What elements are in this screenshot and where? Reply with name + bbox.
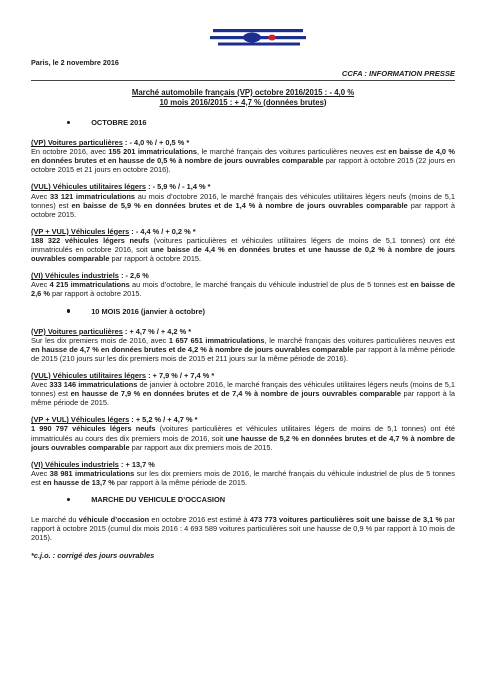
segment-stats: : + 7,9 % / + 7,4 % *	[146, 370, 215, 380]
segment-label: (VI) Véhicules industriels	[31, 459, 119, 469]
section-heading-text: 10 MOIS 2016 (janvier à octobre)	[91, 306, 205, 316]
stat-block	[31, 138, 455, 174]
segment-stats: : - 4,4 % / + 0,2 % *	[129, 226, 196, 236]
paragraph-run: au mois d’octobre 2016, le marché français des véhicules utilitaires légers neufs (moins de 5,1 tonnes) est	[31, 191, 455, 210]
paragraph-run: , le marché français des voitures particulières neuves est	[197, 147, 389, 157]
paragraph-run: (voitures particulières et véhicules utilitaires légers de moins de 5,1 tonnes) ont été immatriculés en octobre 2016, soit	[31, 235, 455, 255]
segment-label: (VP) Voitures particulières	[31, 138, 123, 148]
paragraph-run: au mois d’octobre, le marché français du véhicule industriel de plus de 5 tonnes est	[129, 280, 411, 290]
paragraph-run: , le marché français des voitures particulières neuves est	[264, 335, 455, 345]
title-line-1: Marché automobile français (VP) octobre 2016/2015 : - 4,0 %	[131, 88, 355, 97]
stat-lead	[31, 271, 455, 280]
stat-lead	[31, 182, 455, 191]
paragraph-run: par rapport à octobre 2015.	[109, 254, 202, 264]
segment-stats: : - 2,6 %	[118, 271, 149, 281]
paragraph-run: sur les dix premiers mois de 2016, le marché français du véhicule industriel de plus de 5 tonnes est	[31, 468, 455, 487]
paragraph-run: 33 121 immatriculations	[49, 191, 136, 201]
section-heading	[31, 118, 455, 127]
ccfa-logo-icon	[210, 26, 306, 48]
stat-paragraph	[31, 280, 455, 298]
segment-label: (VP + VUL) Véhicules légers	[31, 226, 130, 236]
stat-lead	[31, 327, 455, 336]
segment-label: (VI) Véhicules industriels	[31, 271, 119, 281]
segment-stats: : - 4,0 % / + 0,5 % *	[122, 138, 190, 148]
document-title	[31, 88, 455, 107]
segment-label: (VP + VUL) Véhicules légers	[31, 415, 130, 425]
stat-block	[31, 371, 455, 407]
stat-block	[31, 460, 455, 487]
bullet-icon	[67, 498, 70, 501]
segment-label: (VUL) Véhicules utilitaires légers	[31, 370, 147, 380]
bullet-icon	[67, 309, 70, 312]
paragraph-run: en hausse de 7,9 % en données brutes et de 7,4 % à nombre de jours ouvrables comparable	[70, 389, 401, 399]
stat-paragraph	[31, 336, 455, 363]
bullet-icon	[67, 121, 70, 124]
paragraph-run: en hausse de 4,7 % en données brutes et de 4,2 % à nombre de jours ouvrables comparable	[31, 344, 354, 354]
stat-block	[31, 271, 455, 298]
stat-lead	[31, 460, 455, 469]
stat-block	[31, 182, 455, 218]
section-heading-text: OCTOBRE 2016	[91, 118, 147, 127]
press-label: CCFA : INFORMATION PRESSE	[341, 69, 455, 78]
header-divider	[31, 80, 455, 81]
title-line-2: 10 mois 2016/2015 : + 4,7 % (données brutes)	[159, 97, 327, 107]
stat-paragraph	[31, 380, 455, 407]
paragraph-run: une baisse de 4,4 % en données brutes et une hausse de 0,2 % à nombre de jours ouvrables comparable	[31, 245, 456, 264]
paragraph-run: Avec	[31, 468, 50, 478]
paragraph-run: par rapport à octobre 2015 (22 jours en octobre 2015 et 21 jours en octobre 2016).	[31, 156, 455, 175]
section-heading-text: MARCHE DU VEHICULE D’OCCASION	[91, 495, 226, 504]
paragraph-run: en baisse de 5,9 % en données brutes et de 1,4 % à nombre de jours ouvrables comparable	[71, 200, 408, 210]
segment-stats: : + 13,7 %	[118, 459, 155, 469]
paragraph-run: Sur les dix premiers mois de 2016, avec	[31, 335, 169, 345]
segment-stats: : + 5,2 % / + 4,7 % *	[129, 415, 198, 425]
paragraph-run: 155 201 immatriculations	[108, 147, 198, 157]
segment-label: (VUL) Véhicules utilitaires légers	[31, 182, 147, 192]
paragraph-run: En octobre 2016, avec	[31, 147, 109, 157]
stat-paragraph	[31, 236, 455, 263]
paragraph-run: par rapport à la même période de 2015.	[114, 477, 248, 487]
stat-block	[31, 515, 455, 542]
footnote: *c.j.o. : corrigé des jours ouvrables	[31, 551, 155, 561]
paragraph-run: Avec	[31, 191, 50, 201]
paragraph-run: 38 981 immatriculations	[49, 468, 135, 478]
paragraph-run: Avec	[31, 280, 50, 290]
paragraph-run: en octobre 2016 est estimé à	[149, 515, 250, 525]
paragraph-run: de janvier à octobre 2016, le marché français des véhicules utilitaires légers neufs (moins de 5,1 tonnes) est	[31, 380, 455, 399]
segment-stats: : - 5,9 % / - 1,4 % *	[146, 182, 211, 192]
paragraph-run: 473 773 voitures particulières soit une baisse de 3,1 %	[249, 515, 443, 525]
paragraph-run: véhicule d’occasion	[78, 515, 150, 525]
paragraph-run: par rapport à la même période de 2015.	[31, 389, 456, 408]
paragraph-run: une hausse de 5,2 % en données brutes et de 4,7 % à nombre de jours ouvrables comparable	[31, 433, 456, 452]
paragraph-run: 1 990 797 véhicules légers neufs	[31, 424, 156, 434]
paragraph-run: par rapport à la même période de 2015 (210 jours sur les dix premiers mois de 2015 et 211 jours sur la même période de 2016).	[31, 344, 455, 363]
paragraph-run: par rapport aux dix premiers mois de 2015.	[129, 442, 273, 452]
paragraph-run: 4 215 immatriculations	[49, 280, 130, 290]
stat-lead	[31, 138, 455, 147]
section-heading	[31, 307, 455, 316]
stat-lead	[31, 227, 455, 236]
paragraph-run: 188 322 véhicules légers neufs	[31, 235, 150, 245]
stat-block	[31, 415, 455, 451]
stat-paragraph	[31, 424, 455, 451]
stat-block	[31, 327, 455, 363]
segment-stats: : + 4,7 % / + 4,2 % *	[122, 326, 192, 336]
paragraph-run: 1 657 651 immatriculations	[168, 335, 265, 345]
stat-paragraph	[31, 469, 455, 487]
segment-label: (VP) Voitures particulières	[31, 326, 123, 336]
section-heading	[31, 495, 455, 504]
paragraph-run: en baisse de 2,6 %	[31, 280, 455, 299]
paragraph-run: 333 146 immatriculations	[49, 380, 138, 390]
stat-lead	[31, 415, 455, 424]
paragraph-run: par rapport à octobre 2015.	[49, 289, 142, 299]
paragraph-run: Le marché du	[31, 515, 79, 525]
document-body	[31, 118, 455, 560]
stat-lead	[31, 371, 455, 380]
stat-paragraph	[31, 515, 455, 542]
paragraph-run: (voitures particulières et véhicules utilitaires légers de moins de 5,1 tonnes) ont été immatriculés au cours des dix premiers mois de 2016, soit	[31, 424, 455, 443]
paragraph-run: en baisse de 4,0 % en données brutes et en hausse de 0,5 % à nombre de jours ouvrables comparable	[31, 147, 455, 166]
paragraph-run: Avec	[31, 380, 50, 390]
stat-block	[31, 227, 455, 263]
stat-paragraph	[31, 192, 455, 219]
stat-paragraph	[31, 147, 455, 174]
paragraph-run: par rapport à octobre 2015.	[31, 200, 455, 219]
date-line: Paris, le 2 novembre 2016	[31, 58, 119, 67]
paragraph-run: en hausse de 13,7 %	[42, 477, 115, 487]
paragraph-run: par rapport à octobre 2015 (cumul dix mois 2016 : 4 693 589 voitures particulières soit une hausse de 0,9 % par rapport à 10 mois de 2015).	[31, 515, 455, 543]
